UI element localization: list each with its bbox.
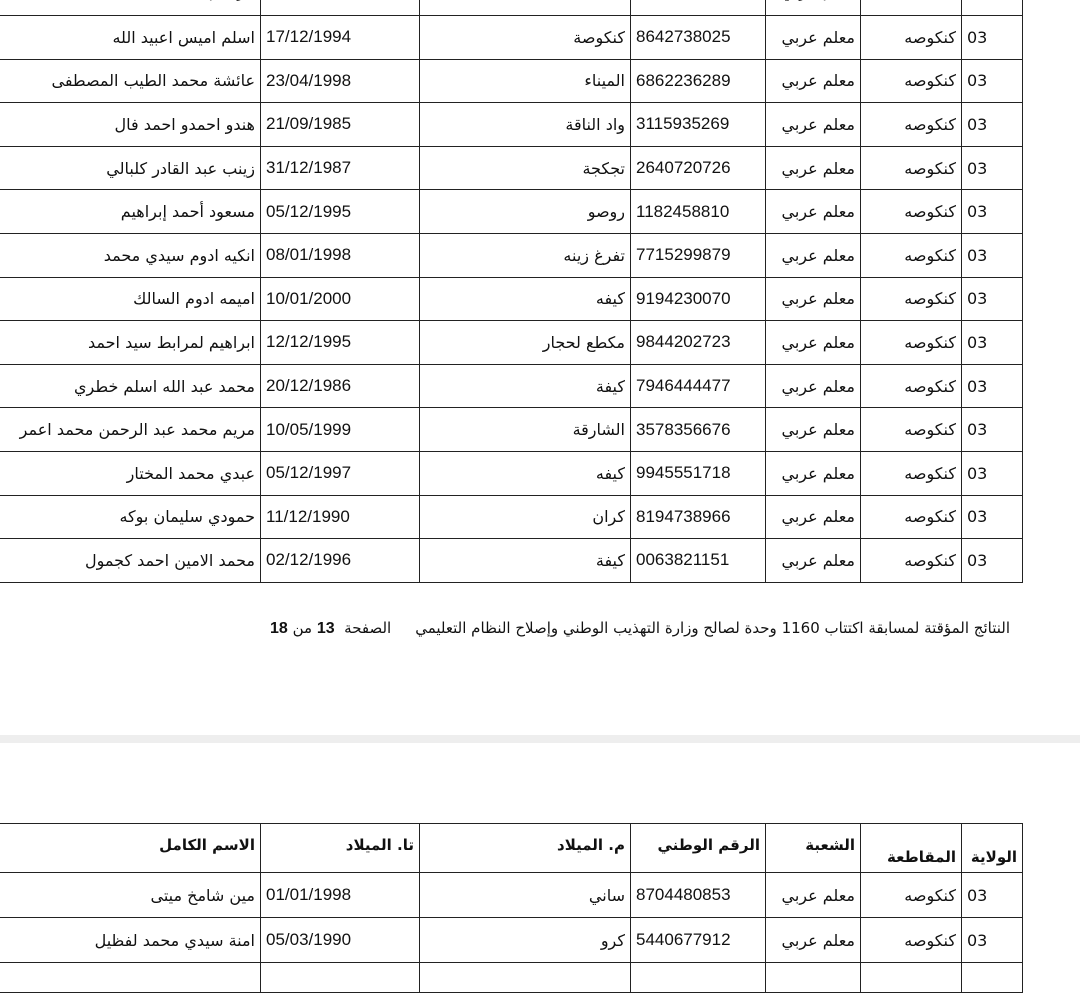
cell-national-id: 9194230070 [631,277,766,321]
cell-national-id: 2640720726 [631,146,766,190]
cell-muqataa: كنكوصه [861,408,962,452]
header-full-name: الاسم الكامل [0,824,261,873]
cell-national-id: 0063821151 [631,539,766,583]
cell-full-name: امنة سيدي محمد لفظيل [0,918,261,963]
cell-wilaya: 03 [962,451,1023,495]
cell-birth-place: كيفة [420,539,631,583]
cell-full-name: اسلم اميس اعبيد الله [0,16,261,60]
cell-birth-place: مكطع لحجار [420,321,631,365]
cell-shuaba: معلم عربي [766,233,861,277]
cell-birth-date: 01/01/1998 [261,873,420,918]
cell-muqataa: كنكوصه [861,16,962,60]
cell-birth-date: 17/12/1994 [261,16,420,60]
cell-birth-date: 05/12/1995 [261,190,420,234]
cell-birth-date: 05/03/1990 [261,918,420,963]
cell-national-id: 8194738966 [631,495,766,539]
table-row [0,539,1023,583]
table-row [0,190,1023,234]
cell-wilaya [962,0,1023,16]
cell-birth-place: كيفة [420,364,631,408]
cell-shuaba: معلم عربي [766,873,861,918]
cell-wilaya: 03 [962,190,1023,234]
header-wilaya: الولاية [962,824,1023,873]
table-row [0,408,1023,452]
cell-birth-place: تفرغ زينه [420,233,631,277]
cell-muqataa: كنكوصه [861,59,962,103]
table-row [0,873,1023,918]
cell-wilaya: 03 [962,59,1023,103]
cell-wilaya: 03 [962,277,1023,321]
table-row [0,451,1023,495]
footer-caption: النتائج المؤقتة لمسابقة اكتتاب 1160 وحدة لصالح وزارة التهذيب الوطني وإصلاح النظام التعليمي [415,619,1010,637]
cell-full-name: محمد الامين احمد كجمول [0,539,261,583]
cell-full-name: عائشة محمد الطيب المصطفى [0,59,261,103]
results-table-page-14 [0,823,1023,993]
cell-birth-place-empty [420,963,631,993]
results-page-14 [0,743,1080,971]
cell-national-id: 3578356676 [631,408,766,452]
cell-national-id: 8704480853 [631,873,766,918]
cell-shuaba: معلم عربي [766,59,861,103]
table-header-row [0,824,1023,873]
page-current: 13 [316,620,335,637]
cell-national-id: 3115935269 [631,103,766,147]
cell-birth-date: 05/12/1997 [261,451,420,495]
cell-wilaya: 03 [962,539,1023,583]
cell-muqataa: كنكوصه [861,277,962,321]
cell-wilaya: 03 [962,321,1023,365]
cell-full-name: ابراهيم لمرابط سيد احمد [0,321,261,365]
cell-wilaya: 03 [962,364,1023,408]
cell-wilaya: 03 [962,233,1023,277]
cell-wilaya: 03 [962,146,1023,190]
cell-muqataa: كنكوصه [861,146,962,190]
cell-birth-place: الشارقة [420,408,631,452]
cell-shuaba: معلم عربي [766,103,861,147]
cell-birth-date: 02/12/1996 [261,539,420,583]
cell-birth-place: ساني [420,873,631,918]
cell-national-id: 9844202723 [631,321,766,365]
table-row [0,16,1023,60]
cell-birth-date: 08/01/1998 [261,233,420,277]
cell-national-id: 9945551718 [631,451,766,495]
cell-shuaba: معلم عربي [766,451,861,495]
cell-birth-place: تجكجة [420,146,631,190]
table-row [0,233,1023,277]
cell-shuaba: معلم عربي [766,364,861,408]
header-national-id: الرقم الوطني [631,824,766,873]
cell-muqataa: كنكوصه [861,321,962,365]
cell-muqataa-empty [861,963,962,993]
cell-full-name: مين شامخ ميتى [0,873,261,918]
cell-shuaba-empty [766,963,861,993]
cell-muqataa: كنكوصه [861,190,962,234]
cell-birth-date: 31/12/1987 [261,146,420,190]
page-footer [270,619,1010,638]
cell-full-name: عبدي محمد المختار [0,451,261,495]
cell-full-name: اميمه ادوم السالك [0,277,261,321]
cell-birth-date: 11/12/1990 [261,495,420,539]
cell-muqataa: كنكوصه [861,364,962,408]
cell-muqataa: كنكوصه [861,918,962,963]
cell-birth-place: كنكوصة [420,16,631,60]
cell-national-id: 6862236289 [631,59,766,103]
cell-birth-place: كيفه [420,451,631,495]
header-shuaba: الشعبة [766,824,861,873]
cell-wilaya: 03 [962,873,1023,918]
cell-birth-place: واد الناقة [420,103,631,147]
header-birth-place: م. الميلاد [420,824,631,873]
header-birth-date: تا. الميلاد [261,824,420,873]
cell-birth-date: 23/04/1998 [261,59,420,103]
cell-birth-place: الميناء [420,59,631,103]
cell-muqataa: كنكوصه [861,233,962,277]
cell-full-name: محمد عبد الله اسلم خطري [0,364,261,408]
cell-full-name: زينب عبد القادر كلبالي [0,146,261,190]
table-row [0,59,1023,103]
cell-wilaya: 03 [962,16,1023,60]
cell-birth-date: 10/05/1999 [261,408,420,452]
page-total: 18 [270,620,288,637]
cell-full-name: حمودي سليمان بوكه [0,495,261,539]
cell-full-name: مريم محمد عبد الرحمن محمد اعمر [0,408,261,452]
cell-full-name: هندو احمدو احمد فال [0,103,261,147]
cell-full-name [0,0,261,16]
cell-national-id-empty [631,963,766,993]
cell-wilaya: 03 [962,408,1023,452]
cell-birth-date: 20/12/1986 [261,364,420,408]
cell-muqataa: كنكوصه [861,103,962,147]
cell-muqataa: كنكوصه [861,495,962,539]
cell-birth-date: 10/01/2000 [261,277,420,321]
cell-birth-date-empty [261,963,420,993]
table-row [0,321,1023,365]
cell-birth-place: كران [420,495,631,539]
table-row [0,103,1023,147]
cell-shuaba: معلم عربي [766,918,861,963]
cell-shuaba [766,0,861,16]
cell-wilaya: 03 [962,103,1023,147]
cell-shuaba: معلم عربي [766,16,861,60]
table-row [0,0,1023,16]
cell-shuaba: معلم عربي [766,321,861,365]
table-row [0,918,1023,963]
cell-muqataa: كنكوصه [861,451,962,495]
cell-national-id: 7715299879 [631,233,766,277]
cell-full-name: انكيه ادوم سيدي محمد [0,233,261,277]
page-separator [0,735,1080,743]
cell-birth-place [420,0,631,16]
page-label: الصفحة [344,619,392,637]
cell-shuaba: معلم عربي [766,539,861,583]
page-of: من [292,619,313,637]
cell-birth-place: روصو [420,190,631,234]
table-row [0,364,1023,408]
cell-shuaba: معلم عربي [766,408,861,452]
cell-national-id: 8642738025 [631,16,766,60]
cell-birth-date: 12/12/1995 [261,321,420,365]
cell-birth-place: كيفه [420,277,631,321]
cell-shuaba: معلم عربي [766,277,861,321]
header-muqataa: المقاطعة [861,824,962,873]
cell-muqataa [861,0,962,16]
cell-national-id: 1182458810 [631,190,766,234]
cell-wilaya: 03 [962,918,1023,963]
cell-muqataa: كنكوصه [861,539,962,583]
table-row [0,277,1023,321]
cell-muqataa: كنكوصه [861,873,962,918]
cell-national-id [631,0,766,16]
cell-birth-place: كرو [420,918,631,963]
cell-full-name: مسعود أحمد إبراهيم [0,190,261,234]
cell-shuaba: معلم عربي [766,495,861,539]
cell-shuaba: معلم عربي [766,190,861,234]
cell-wilaya: 03 [962,495,1023,539]
cell-birth-date [261,0,420,16]
cell-full-name-empty [0,963,261,993]
table-row-cut-off [0,963,1023,993]
table-row [0,146,1023,190]
cell-national-id: 5440677912 [631,918,766,963]
cell-national-id: 7946444477 [631,364,766,408]
cell-shuaba: معلم عربي [766,146,861,190]
cell-wilaya-empty [962,963,1023,993]
cell-birth-date: 21/09/1985 [261,103,420,147]
table-row [0,495,1023,539]
